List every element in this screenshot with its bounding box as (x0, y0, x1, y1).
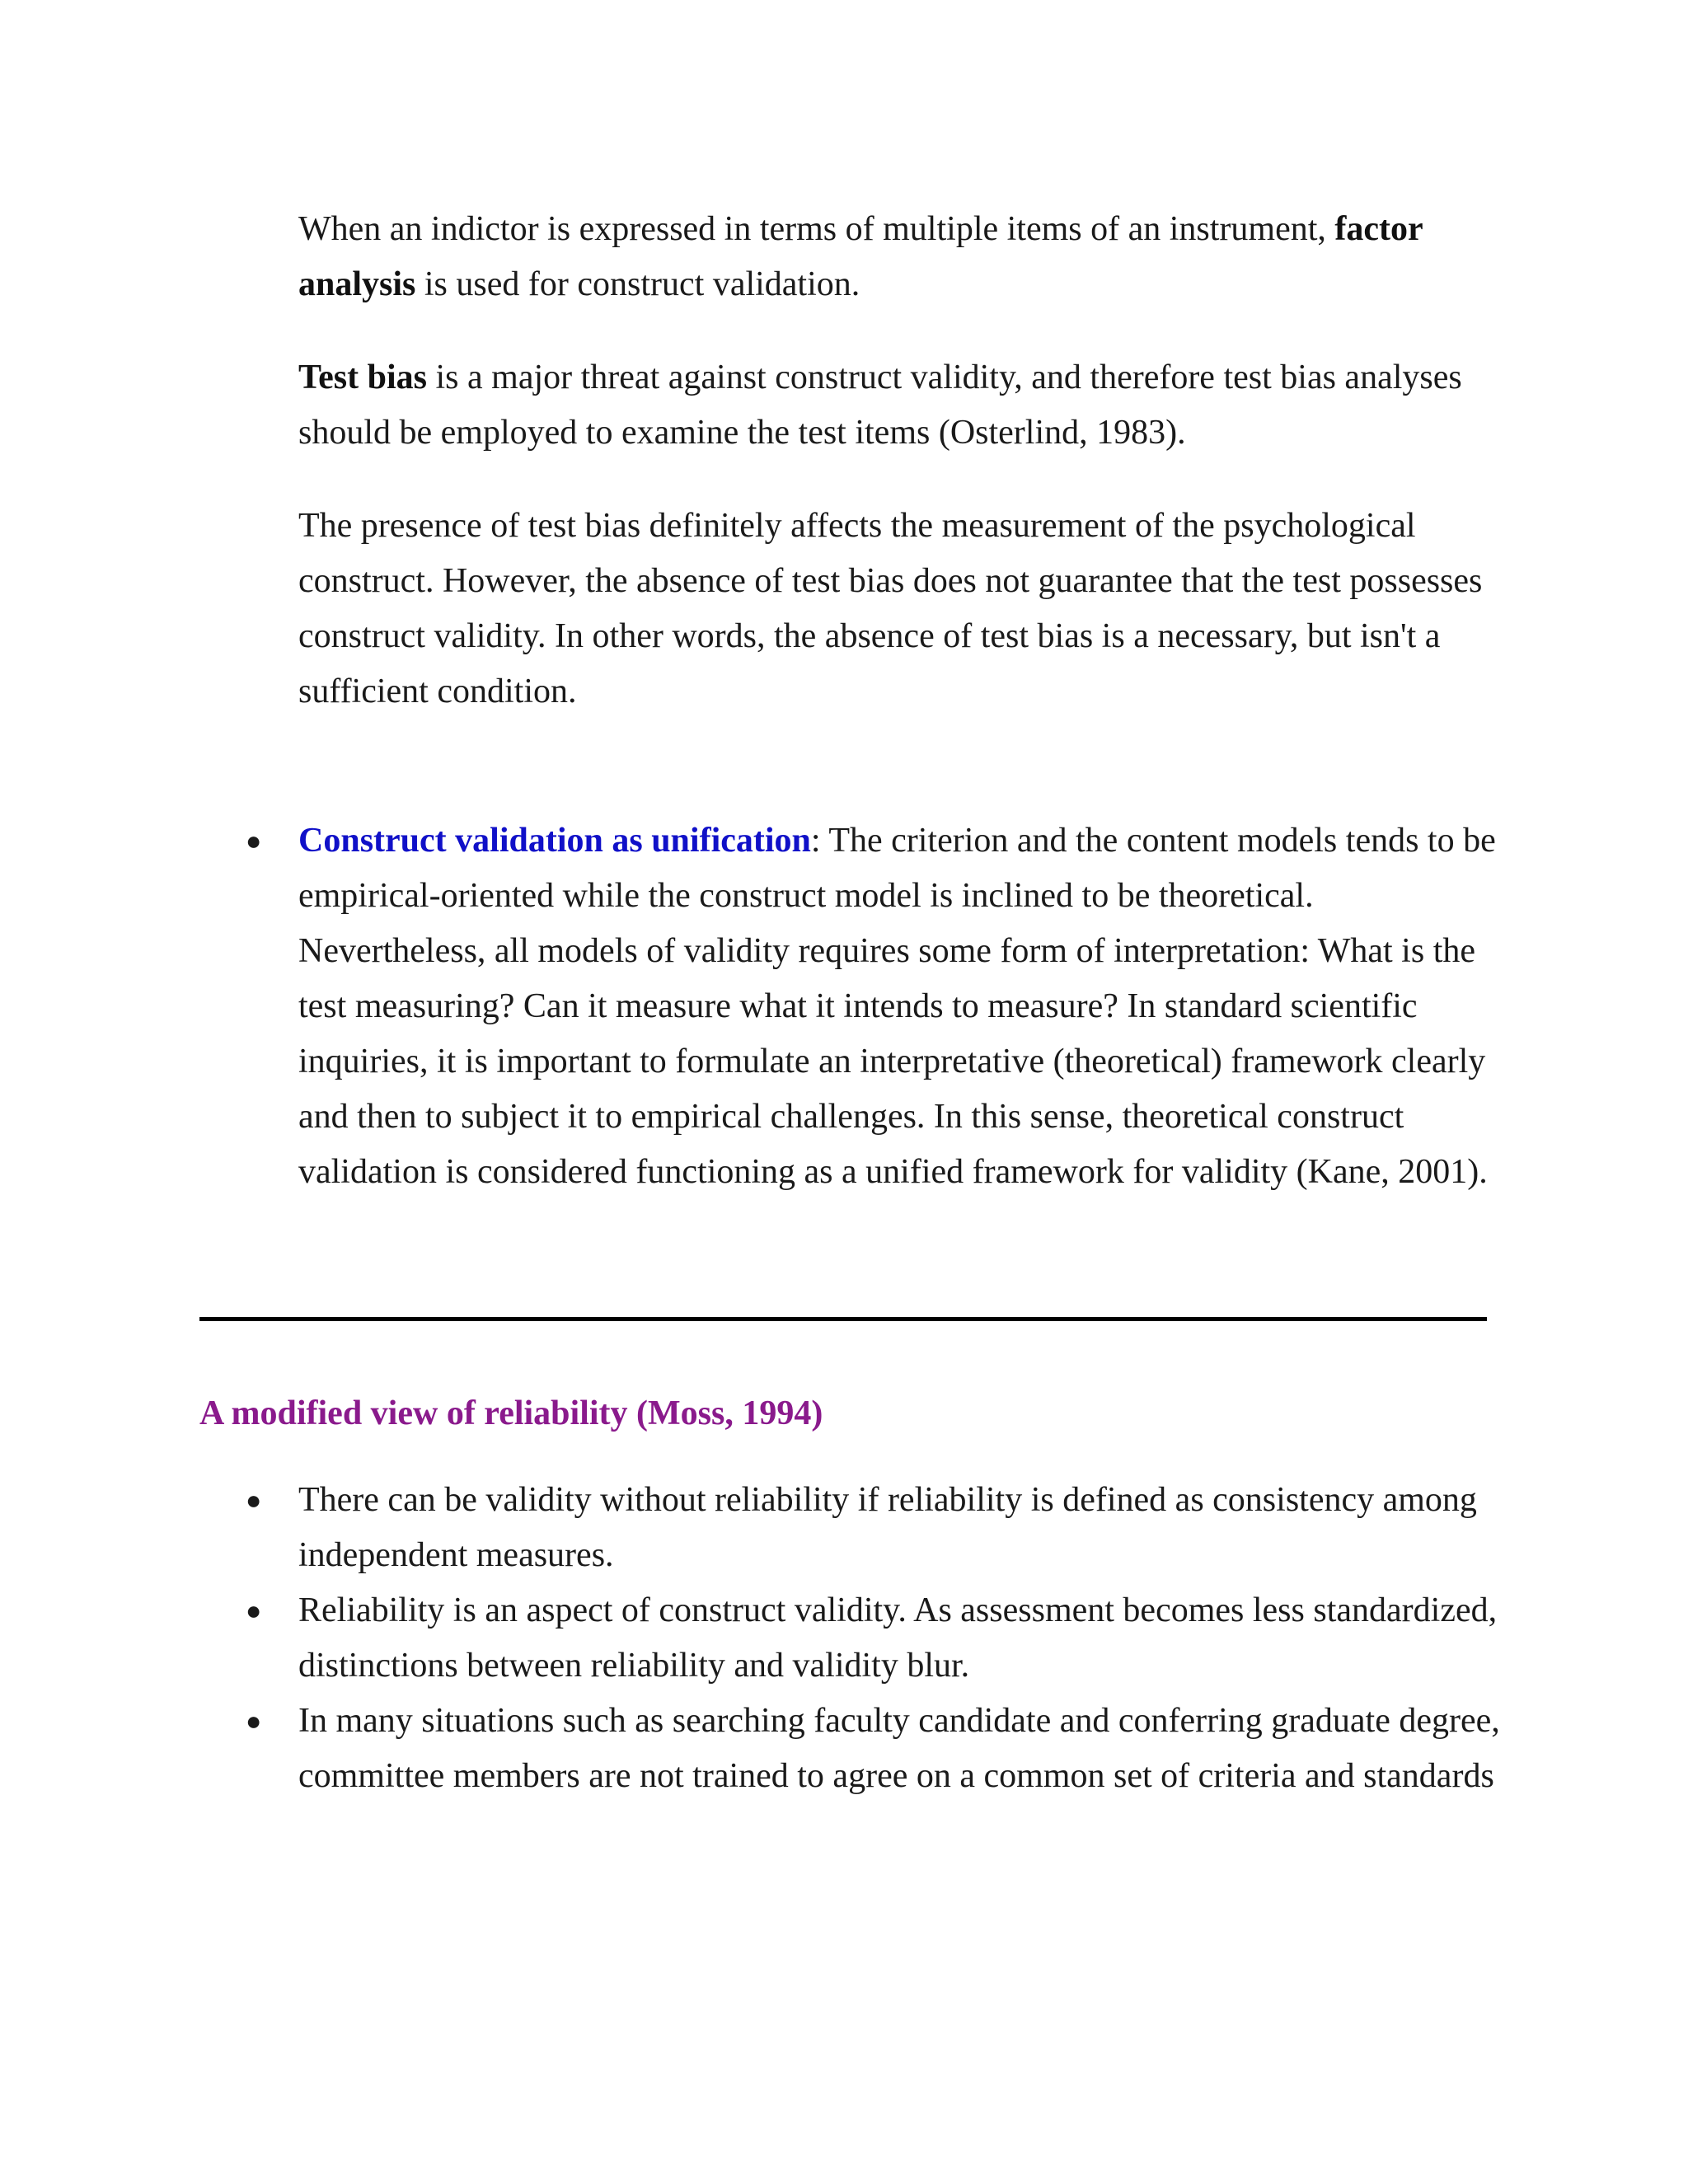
paragraph-text: is a major threat against construct validity, and therefore test bias analyses should be employed to examine the test items (Osterlind, 1983). (298, 359, 1462, 452)
term-construct-validation: Construct validation as unification (298, 822, 811, 860)
bullet-icon: ● (246, 1596, 262, 1625)
section-heading-reliability: A modified view of reliability (Moss, 1994) (199, 1394, 823, 1432)
list-item (246, 1694, 1502, 1804)
list-item-text: In many situations such as searching faculty candidate and conferring graduate degree, committee members are not trained to agree on a common set of criteria and standards (298, 1702, 1500, 1795)
list-item-text: There can be validity without reliability if reliability is defined as consistency among independent measures. (298, 1481, 1477, 1574)
horizontal-rule (199, 1317, 1487, 1321)
list-item-text: : The criterion and the content models tends to be empirical-oriented while the construct model is inclined to be theoretical. Nevertheless, all models of validity requires some form of interpretation: What is the test measuring? Can it measure what it intends to measure? In standard scientific inquiries, it is important to formulate an interpretative (theoretical) framework clearly and then to subject it to empirical challenges. In this sense, theoretical construct validation is considered functioning as a unified framework for validity (Kane, 2001). (298, 822, 1496, 1191)
bullet-icon: ● (246, 1706, 262, 1736)
paragraph-text: When an indictor is expressed in terms of multiple items of an instrument, (298, 210, 1335, 248)
paragraph-factor-analysis (298, 202, 1493, 312)
paragraph-test-bias-presence (298, 499, 1493, 719)
paragraph-text: is used for construct validation. (415, 265, 860, 303)
paragraph-text: The presence of test bias definitely affects the measurement of the psychological construct. However, the absence of test bias does not guarantee that the test possesses construct validity. In other words, the absence of test bias is a necessary, but isn't a sufficient condition. (298, 507, 1483, 710)
bullet-icon: ● (246, 826, 262, 855)
list-item-text: Reliability is an aspect of construct validity. As assessment becomes less standardized, distinctions between reliability and validity blur. (298, 1591, 1498, 1685)
term-test-bias: Test bias (298, 359, 428, 396)
term-factor-analysis: factor analysis (298, 210, 1423, 303)
list-item-construct-validation (246, 813, 1502, 1200)
paragraph-test-bias (298, 350, 1493, 461)
bullet-icon: ● (246, 1485, 262, 1515)
list-item (246, 1583, 1502, 1694)
list-item (246, 1473, 1502, 1583)
